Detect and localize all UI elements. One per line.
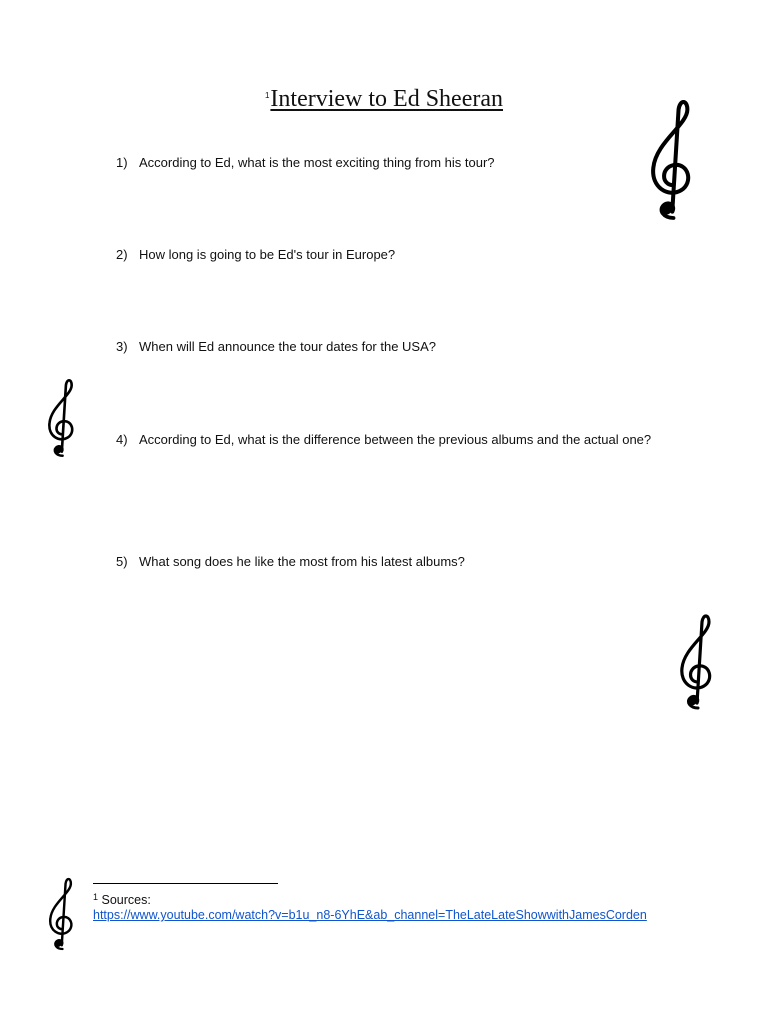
footnote-marker: 1: [93, 892, 99, 902]
source-link[interactable]: https://www.youtube.com/watch?v=b1u_n8-6YhE&ab_channel=TheLateLateShowwithJamesCorden: [93, 908, 647, 922]
footnote-label: Sources:: [101, 893, 151, 907]
question-1: [116, 147, 676, 178]
question-number: 3): [116, 339, 128, 354]
footnote-reference: 1: [264, 91, 270, 100]
question-text: How long is going to be Ed's tour in Europe?: [139, 247, 396, 262]
question-2: [116, 239, 676, 270]
footnote: [93, 890, 678, 923]
question-5: [116, 546, 676, 577]
question-text: According to Ed, what is the most exciting thing from his tour?: [139, 155, 495, 170]
question-number: 4): [116, 432, 128, 447]
treble-clef-icon: [42, 377, 80, 459]
question-4: [116, 424, 676, 455]
question-number: 1): [116, 155, 128, 170]
treble-clef-icon: [645, 97, 697, 223]
treble-clef-icon: [44, 876, 78, 952]
question-3: [116, 331, 676, 362]
question-text: According to Ed, what is the difference between the previous albums and the actual one?: [139, 432, 652, 447]
question-number: 5): [116, 554, 128, 569]
question-text: When will Ed announce the tour dates for the USA?: [139, 339, 437, 354]
footnote-line: [93, 890, 678, 908]
question-number: 2): [116, 247, 128, 262]
question-text: What song does he like the most from his latest albums?: [139, 554, 465, 569]
footnote-separator: [93, 883, 278, 884]
page-title: Interview to Ed Sheeran: [270, 86, 504, 112]
treble-clef-icon: [675, 612, 717, 712]
